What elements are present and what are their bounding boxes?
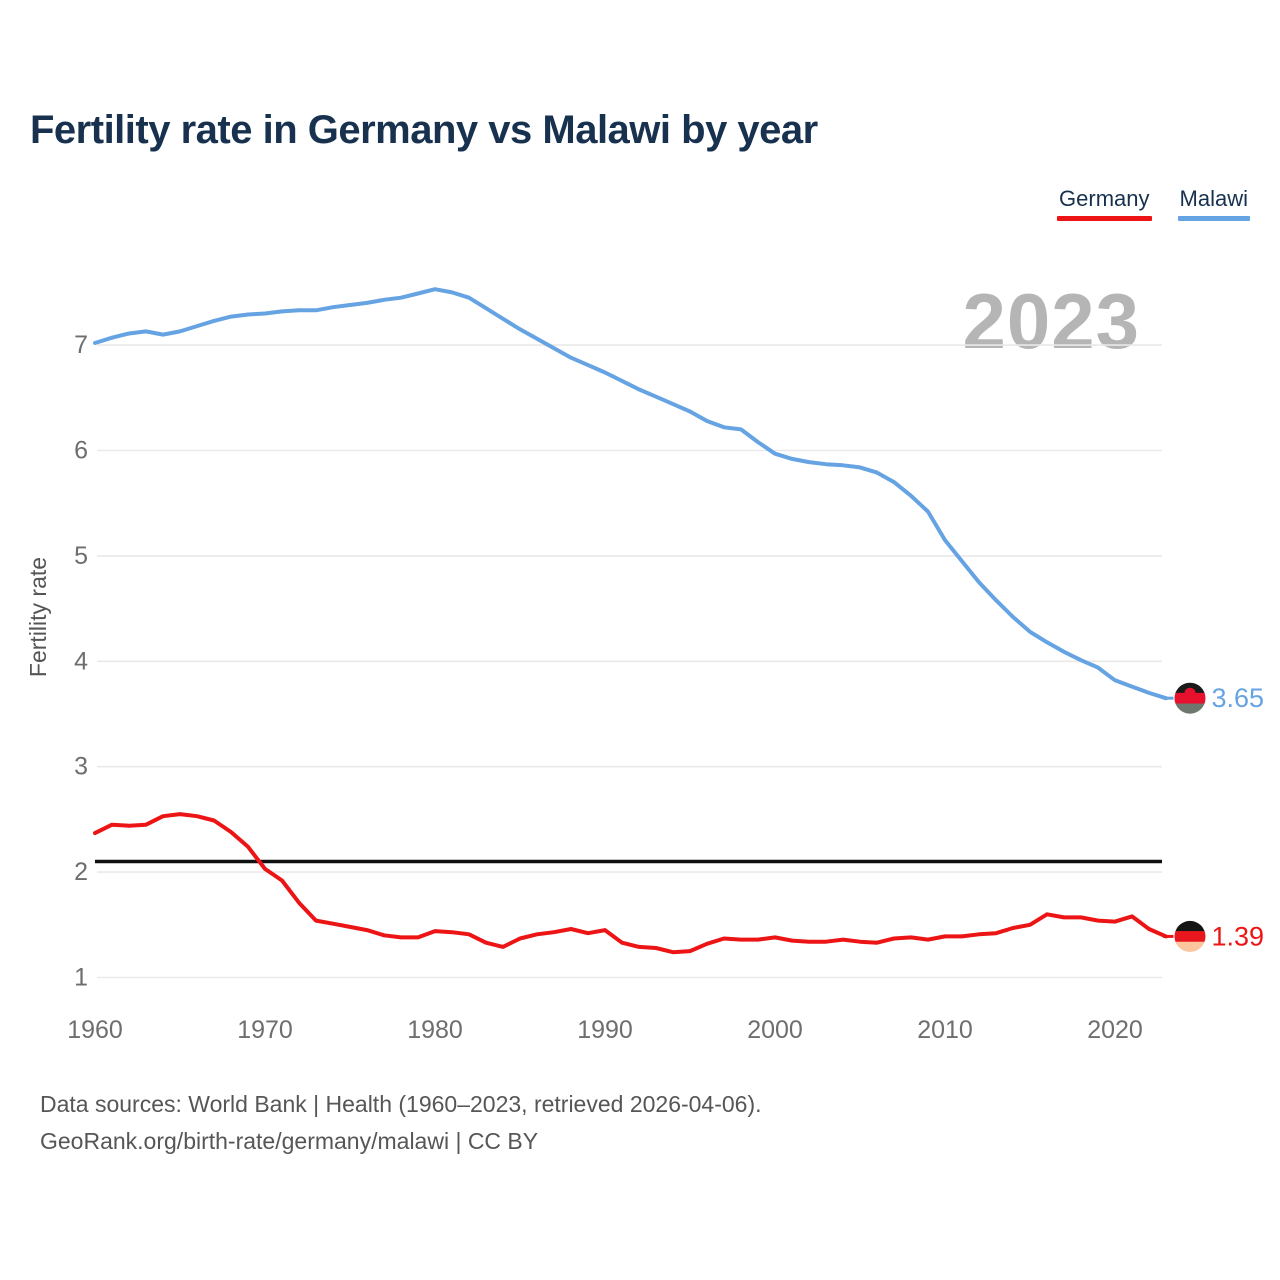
germany-flag-badge xyxy=(1174,920,1207,953)
legend-label-malawi: Malawi xyxy=(1179,186,1248,211)
footer-sources: Data sources: World Bank | Health (1960–2023, retrieved 2026-04-06). xyxy=(40,1091,762,1117)
footer xyxy=(40,1086,762,1160)
y-tick-label: 4 xyxy=(74,647,88,676)
y-tick-label: 7 xyxy=(74,331,88,360)
x-tick-label: 2000 xyxy=(747,1016,803,1044)
malawi-line xyxy=(95,289,1166,698)
y-tick-label: 3 xyxy=(74,752,88,781)
x-tick-label: 2020 xyxy=(1087,1016,1143,1044)
malawi-flag-badge xyxy=(1174,682,1207,715)
x-tick-label: 1990 xyxy=(577,1016,633,1044)
y-tick-label: 5 xyxy=(74,541,88,570)
y-tick-label: 2 xyxy=(74,858,88,887)
y-tick-label: 6 xyxy=(74,436,88,465)
malawi-end-value: 3.65 xyxy=(1211,683,1265,714)
germany-end-value: 1.39 xyxy=(1211,921,1265,952)
x-tick-label: 1980 xyxy=(407,1016,463,1044)
x-tick-label: 1970 xyxy=(237,1016,293,1044)
germany-line xyxy=(95,814,1166,952)
x-tick-label: 2010 xyxy=(917,1016,973,1044)
footer-attribution: GeoRank.org/birth-rate/germany/malawi | CC BY xyxy=(40,1128,539,1154)
y-tick-label: 1 xyxy=(74,963,88,992)
y-axis-title: Fertility rate xyxy=(25,556,51,678)
x-tick-label: 1960 xyxy=(67,1016,123,1044)
legend-label-germany: Germany xyxy=(1059,186,1150,211)
year-watermark: 2023 xyxy=(962,277,1140,365)
chart-title: Fertility rate in Germany vs Malawi by year xyxy=(30,108,818,152)
